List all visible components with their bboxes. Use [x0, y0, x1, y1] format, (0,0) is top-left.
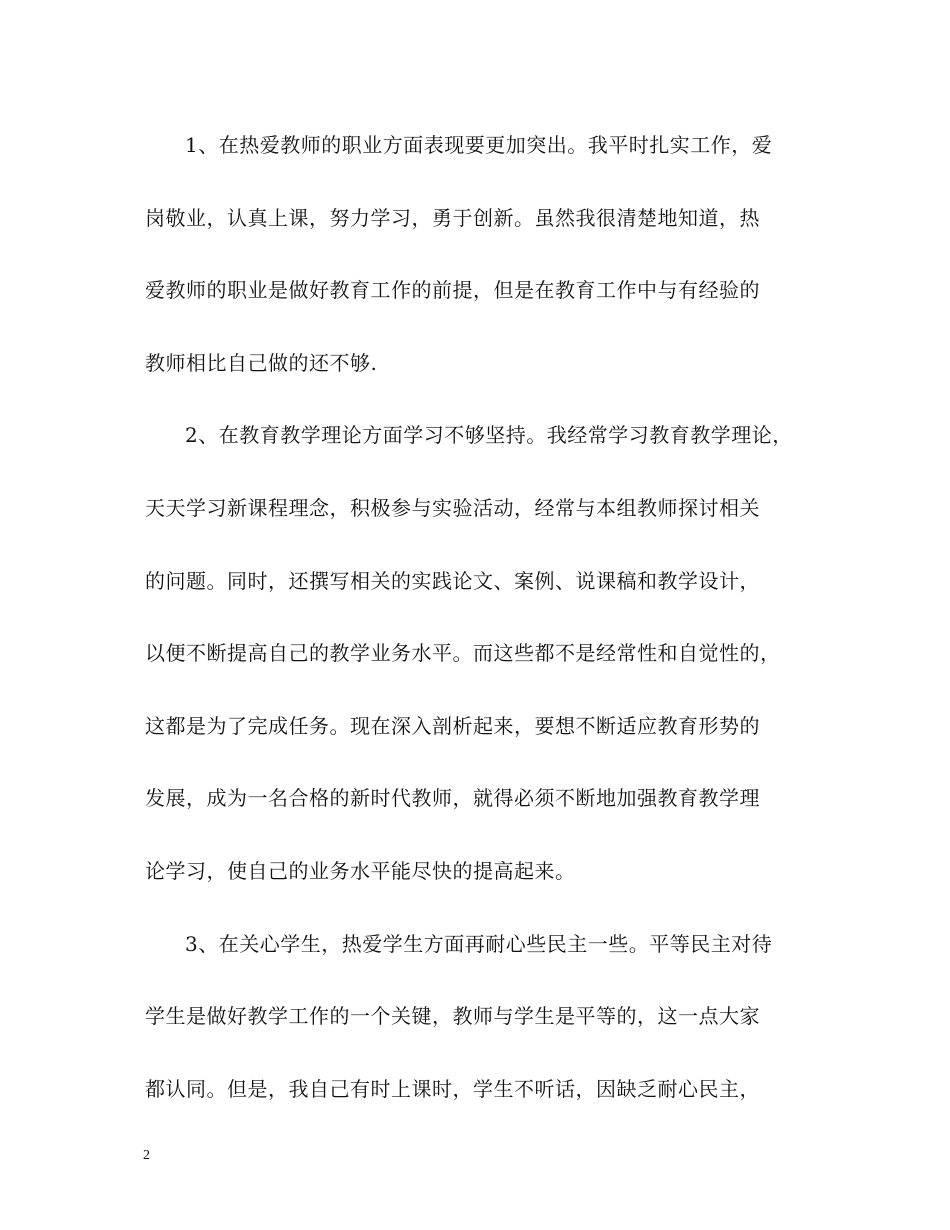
paragraph-3-line-3: 都认同。但是，我自己有时上课时，学生不听话，因缺乏耐心民主， [145, 1076, 760, 1101]
paragraph-2-line-2: 天天学习新课程理念，积极参与实验活动，经常与本组教师探讨相关 [145, 495, 760, 520]
paragraph-2-line-1: 2、在教育教学理论方面学习不够坚持。我经常学习教育教学理论， [185, 423, 793, 448]
paragraph-2-line-6: 发展，成为一名合格的新时代教师，就得必须不断地加强教育教学理 [145, 786, 760, 811]
paragraph-2-line-5: 这都是为了完成任务。现在深入剖析起来，要想不断适应教育形势的 [145, 713, 760, 738]
document-body [145, 122, 810, 1138]
paragraph-3-line-1: 3、在关心学生，热爱学生方面再耐心些民主一些。平等民主对待 [185, 931, 773, 956]
paragraph-2-line-4: 以便不断提高自己的教学业务水平。而这些都不是经常性和自觉性的， [145, 641, 781, 666]
paragraph-1-line-2: 岗敬业，认真上课，努力学习，勇于创新。虽然我很清楚地知道，热 [145, 205, 760, 230]
paragraph-2-line-3: 的问题。同时，还撰写相关的实践论文、案例、说课稿和教学设计， [145, 568, 760, 593]
paragraph-1-line-4: 教师相比自己做的还不够. [145, 350, 378, 375]
paragraph-1-line-1: 1、在热爱教师的职业方面表现要更加突出。我平时扎实工作，爱 [185, 133, 773, 157]
paragraph-1-line-3: 爱教师的职业是做好教育工作的前提，但是在教育工作中与有经验的 [145, 278, 760, 303]
page-number: 2 [143, 1148, 150, 1163]
paragraph-3-line-2: 学生是做好教学工作的一个关键，教师与学生是平等的，这一点大家 [145, 1004, 760, 1029]
paragraph-2-line-7: 论学习，使自己的业务水平能尽快的提高起来。 [145, 858, 576, 883]
